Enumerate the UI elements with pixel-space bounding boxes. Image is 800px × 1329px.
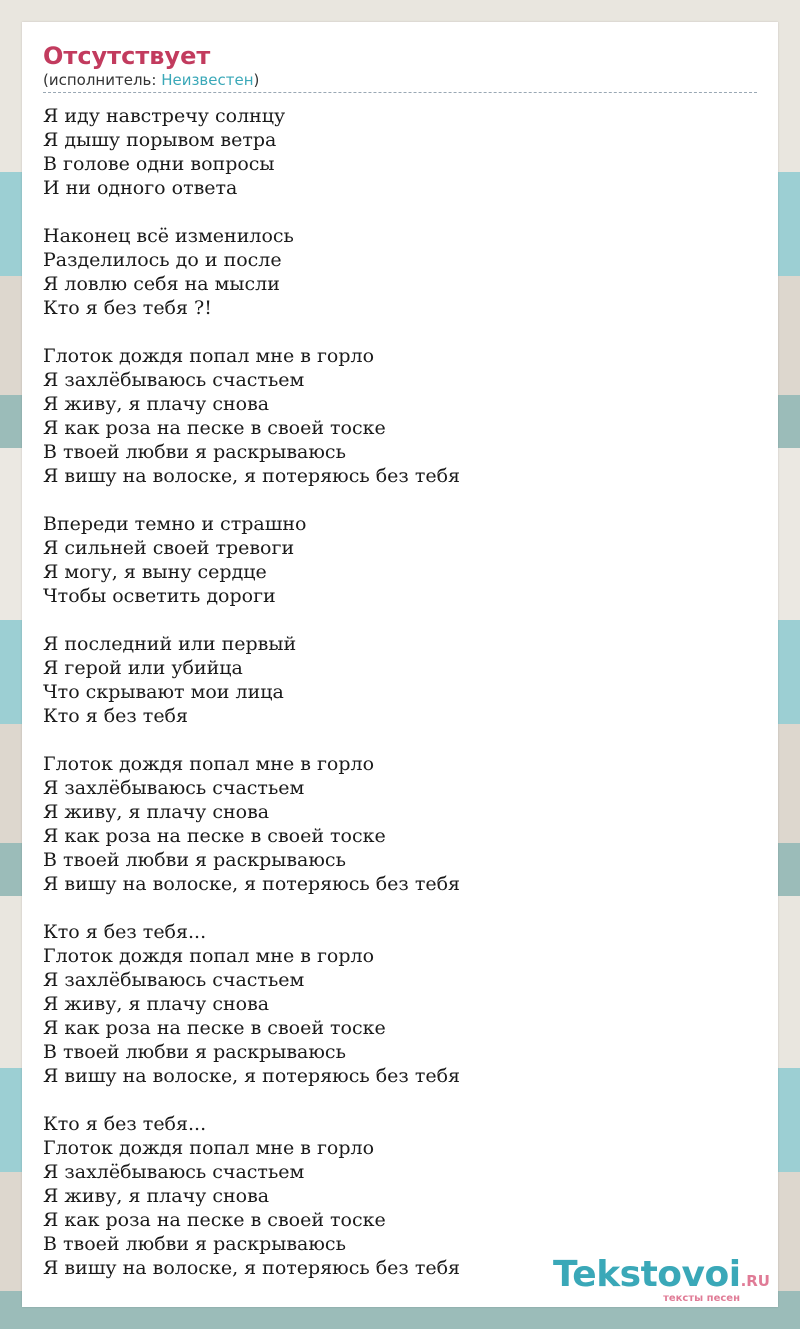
lyric-line: Я герой или убийца bbox=[43, 657, 243, 679]
performer-prefix: (исполнитель: bbox=[43, 71, 162, 89]
lyric-line: Я ловлю себя на мысли bbox=[43, 273, 280, 295]
lyric-line: В твоей любви я раскрываюсь bbox=[43, 441, 346, 463]
lyric-line: Я дышу порывом ветра bbox=[43, 129, 277, 151]
performer-line bbox=[43, 70, 757, 93]
performer-suffix: ) bbox=[253, 71, 260, 89]
lyric-line: Разделилось до и после bbox=[43, 249, 282, 271]
stanza bbox=[43, 920, 757, 1088]
lyric-line: Я как роза на песке в своей тоске bbox=[43, 1209, 386, 1231]
logo-wordmark: Tekstovoi bbox=[553, 1254, 741, 1295]
lyric-line: Я сильней своей тревоги bbox=[43, 537, 295, 559]
lyric-line: Кто я без тебя ?! bbox=[43, 297, 212, 319]
lyric-line: Я захлёбываюсь счастьем bbox=[43, 969, 305, 991]
artist-link[interactable]: Неизвестен bbox=[161, 71, 254, 89]
lyric-line: В твоей любви я раскрываюсь bbox=[43, 849, 346, 871]
lyric-line: Глоток дождя попал мне в горло bbox=[43, 945, 375, 967]
lyric-line: Глоток дождя попал мне в горло bbox=[43, 753, 375, 775]
lyric-line: В твоей любви я раскрываюсь bbox=[43, 1233, 346, 1255]
lyric-line: Глоток дождя попал мне в горло bbox=[43, 345, 375, 367]
lyric-line: И ни одного ответа bbox=[43, 177, 238, 199]
logo-tld: .RU bbox=[740, 1272, 770, 1290]
lyric-line: Кто я без тебя... bbox=[43, 921, 207, 943]
lyric-line: Впереди темно и страшно bbox=[43, 513, 307, 535]
site-logo[interactable] bbox=[553, 1254, 770, 1305]
lyric-line: Я вишу на волоске, я потеряюсь без тебя bbox=[43, 1065, 461, 1087]
lyric-line: Что скрывают мои лица bbox=[43, 681, 284, 703]
lyric-line: Я иду навстречу солнцу bbox=[43, 105, 286, 127]
lyric-line: Я живу, я плачу снова bbox=[43, 801, 270, 823]
lyric-line: Я как роза на песке в своей тоске bbox=[43, 825, 386, 847]
lyrics-card bbox=[22, 22, 778, 1307]
lyric-line: В голове одни вопросы bbox=[43, 153, 275, 175]
stanza bbox=[43, 752, 757, 896]
lyric-line: Я могу, я выну сердце bbox=[43, 561, 267, 583]
lyric-line: Я живу, я плачу снова bbox=[43, 993, 270, 1015]
lyric-line: Кто я без тебя bbox=[43, 705, 188, 727]
lyric-line: Я вишу на волоске, я потеряюсь без тебя bbox=[43, 873, 461, 895]
lyric-line: Я как роза на песке в своей тоске bbox=[43, 417, 386, 439]
stanza bbox=[43, 224, 757, 320]
lyric-line: Я живу, я плачу снова bbox=[43, 1185, 270, 1207]
lyric-line: Я последний или первый bbox=[43, 633, 297, 655]
lyric-line: Наконец всё изменилось bbox=[43, 225, 294, 247]
stanza bbox=[43, 104, 757, 200]
lyric-line: Я вишу на волоске, я потеряюсь без тебя bbox=[43, 1257, 461, 1279]
stanza bbox=[43, 512, 757, 608]
lyric-line: В твоей любви я раскрываюсь bbox=[43, 1041, 346, 1063]
lyrics-text bbox=[43, 104, 757, 1280]
stanza bbox=[43, 344, 757, 488]
lyric-line: Я захлёбываюсь счастьем bbox=[43, 777, 305, 799]
lyric-line: Я как роза на песке в своей тоске bbox=[43, 1017, 386, 1039]
lyric-line: Я вишу на волоске, я потеряюсь без тебя bbox=[43, 465, 461, 487]
lyric-line: Чтобы осветить дороги bbox=[43, 585, 276, 607]
song-title: Отсутствует bbox=[43, 42, 211, 70]
lyric-line: Я захлёбываюсь счастьем bbox=[43, 369, 305, 391]
logo-tagline: тексты песен bbox=[663, 1293, 740, 1304]
lyric-line: Я захлёбываюсь счастьем bbox=[43, 1161, 305, 1183]
lyric-line: Глоток дождя попал мне в горло bbox=[43, 1137, 375, 1159]
stanza bbox=[43, 632, 757, 728]
lyric-line: Кто я без тебя... bbox=[43, 1113, 207, 1135]
lyric-line: Я живу, я плачу снова bbox=[43, 393, 270, 415]
